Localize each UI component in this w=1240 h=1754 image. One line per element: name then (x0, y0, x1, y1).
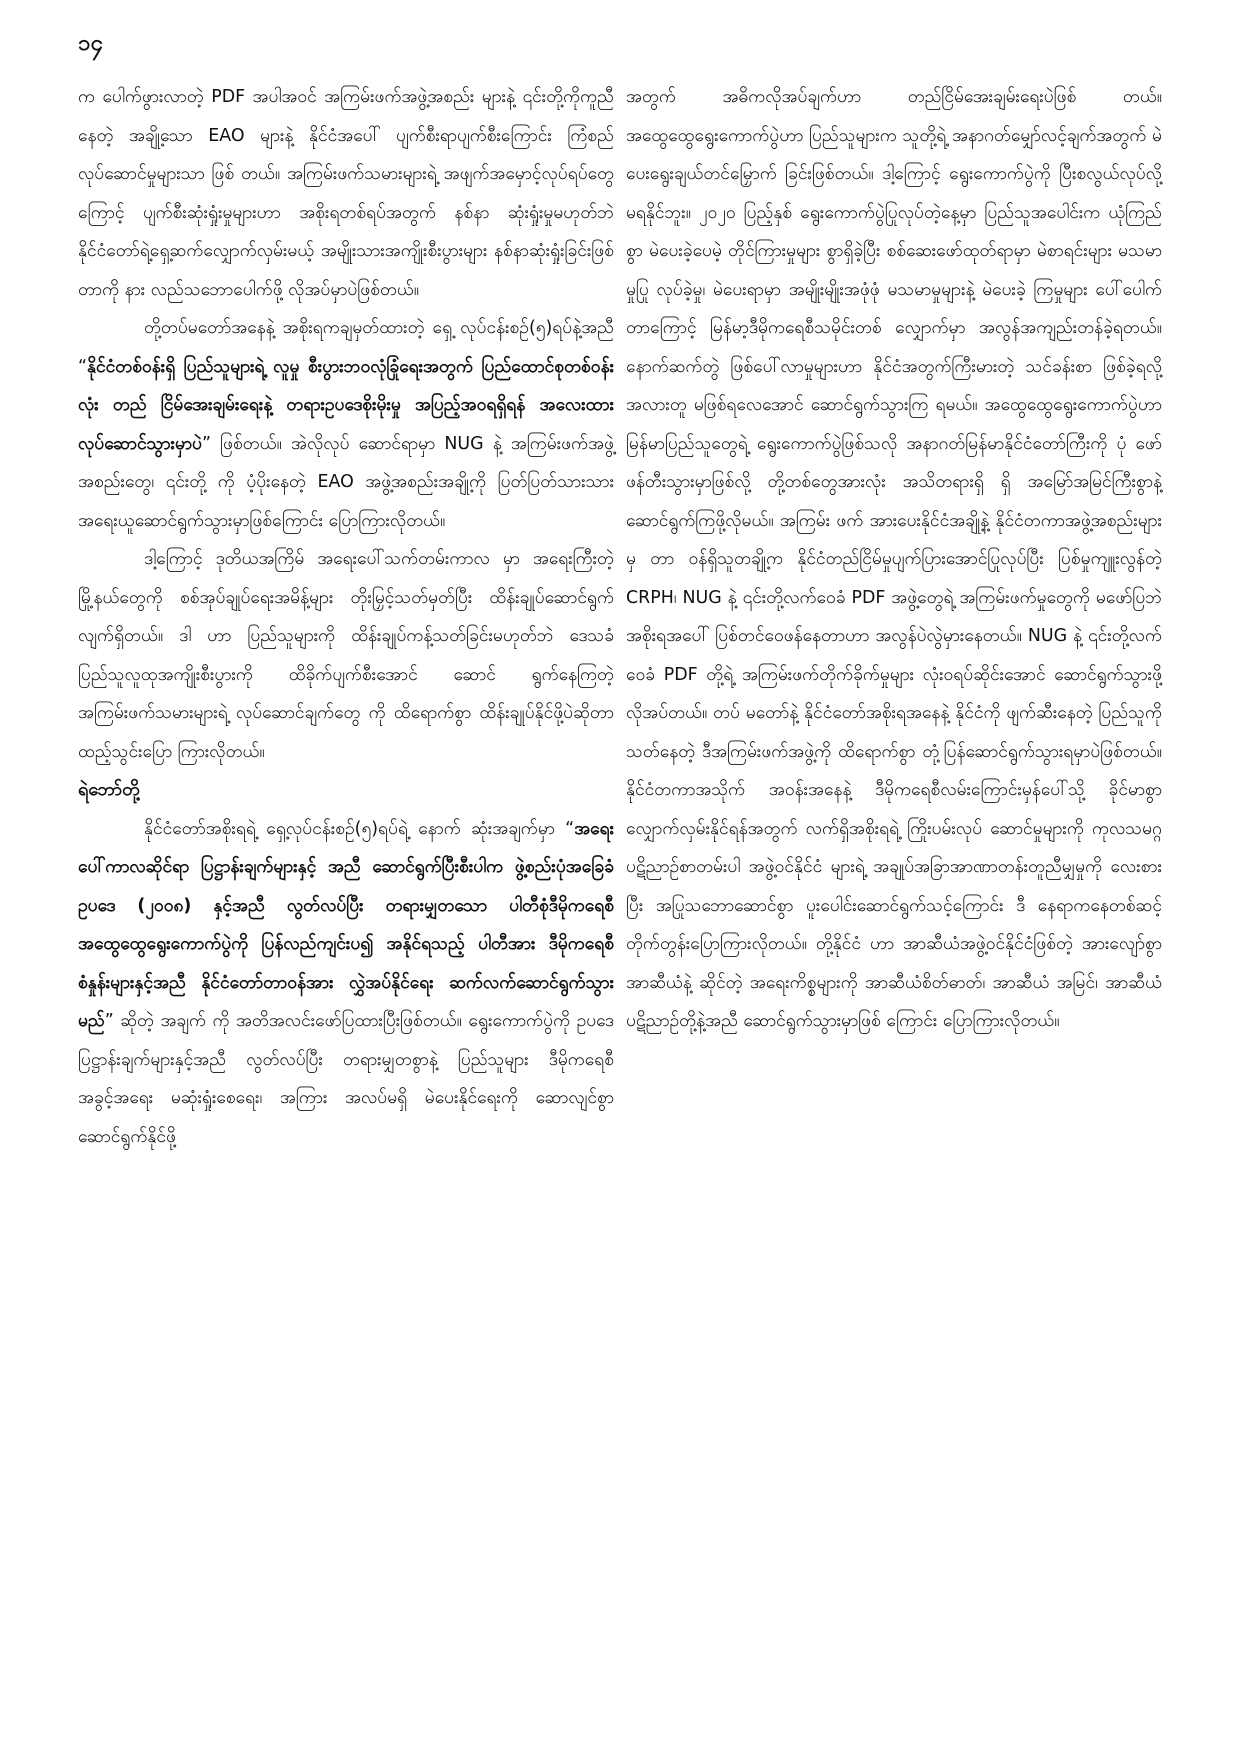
bold-quote: အရေးပေါ်ကာလဆိုင်ရာ ပြဋ္ဌာန်းချက်များနှင့် အညီ ဆောင်ရွက်ပြီးစီးပါက ဖွဲ့စည်းပုံအခြေခံဥပဒေ (၂၀၀၈) နှင့်အညီ လွတ်လပ်ပြီး တရားမျှတသော ပါတီစုံဒီမိုကရေစီ အထွေထွေရွေးကောက်ပွဲကို ပြန်လည်ကျင်းပ၍ အနိုင်ရသည့် ပါတီအား ဒီမိုကရေစီစံနှုန်းများနှင့်အညီ နိုင်ငံတော်တာဝန်အား လွှဲအပ်နိုင်ရေး ဆက်လက်ဆောင်ရွက်သွားမည် (78, 818, 614, 1031)
bold-quote: နိုင်ငံတစ်ဝန်းရှိ ပြည်သူများရဲ့ လူမှု စီးပွားဘဝလုံခြုံရေးအတွက် ပြည်ထောင်စုတစ်ဝန်းလုံး တည် ငြိမ်အေးချမ်းရေးနဲ့ တရားဥပဒေစိုးမိုးမှု အပြည့်အဝရရှိရန် အလေးထား လုပ်ဆောင်သွားမှာပဲ (78, 356, 614, 454)
paragraph (78, 309, 614, 540)
paragraph: အတွက် အဓိကလိုအပ်ချက်ဟာ တည်ငြိမ်အေးချမ်းရေးပဲဖြစ် တယ်။ အထွေထွေရွေးကောက်ပွဲဟာ ပြည်သူများက သူတို့ရဲ့ အနာဂတ်မျှော်လင့်ချက်အတွက် မဲပေးရွေးချယ်တင်မြှောက် ခြင်းဖြစ်တယ်။ ဒါ့ကြောင့် ရွေးကောက်ပွဲကို ပြီးစလွယ်လုပ်လို့ မရနိုင်ဘူး။ ၂၀၂၀ ပြည့်နှစ် ရွေးကောက်ပွဲပြုလုပ်တဲ့နေ့မှာ ပြည်သူအပေါင်းက ယုံကြည်စွာ မဲပေးခဲ့ပေမဲ့ တိုင်ကြားမှုများ စွာရှိခဲ့ပြီး စစ်ဆေးဖော်ထုတ်ရာမှာ မဲစာရင်းများ မသမာမှုပြု လုပ်ခဲ့မှု၊ မဲပေးရာမှာ အမျိုးမျိုးအဖုံဖုံ မသမာမှုများနဲ့ မဲပေးခဲ့ ကြမှုများ ပေါ်ပေါက်တာကြောင့် မြန်မာ့ဒီမိုကရေစီသမိုင်းတစ် လျှောက်မှာ အလွန်အကျည်းတန်ခဲ့ရတယ်။ နောက်ဆက်တွဲ ဖြစ်ပေါ်လာမှုများဟာ နိုင်ငံအတွက်ကြီးမားတဲ့ သင်ခန်းစာ ဖြစ်ခဲ့ရလို့ အလားတူ မဖြစ်ရလေအောင် ဆောင်ရွက်သွားကြ ရမယ်။ အထွေထွေရွေးကောက်ပွဲဟာ မြန်မာပြည်သူတွေရဲ့ ရွေးကောက်ပွဲဖြစ်သလို အနာဂတ်မြန်မာနိုင်ငံတော်ကြီးကို ပုံ ဖော်ဖန်တီးသွားမှာဖြစ်လို့ တို့တစ်တွေအားလုံး အသိတရားရှိ ရှိ အမြော်အမြင်ကြီးစွာနဲ့ ဆောင်ရွက်ကြဖို့လိုမယ်။ အကြမ်း ဖက် အားပေးနိုင်ငံအချို့နဲ့ နိုင်ငံတကာအဖွဲ့အစည်းများမှ တာ ဝန်ရှိသူတချို့က နိုင်ငံတည်ငြိမ်မှုပျက်ပြားအောင်ပြုလုပ်ပြီး ပြစ်မှုကျူးလွန်တဲ့ CRPH၊ NUG နဲ့ ၎င်းတို့လက်ဝေခံ PDF အဖွဲ့တွေရဲ့ အကြမ်းဖက်မှုတွေကို မဖော်ပြဘဲ အစိုးရအပေါ် ပြစ်တင်ဝေဖန်နေတာဟာ အလွန်ပဲလွဲမှားနေတယ်။ NUG နဲ့ ၎င်းတို့လက်ဝေခံ PDF တို့ရဲ့ အကြမ်းဖက်တိုက်ခိုက်မှုများ လုံးဝရပ်ဆိုင်းအောင် ဆောင်ရွက်သွားဖို့ လိုအပ်တယ်။ တပ် မတော်နဲ့ နိုင်ငံတော်အစိုးရအနေနဲ့ နိုင်ငံကို ဖျက်ဆီးနေတဲ့ ပြည်သူကို သတ်နေတဲ့ ဒီအကြမ်းဖက်အဖွဲ့ကို ထိရောက်စွာ တုံ့ပြန်ဆောင်ရွက်သွားရမှာပဲဖြစ်တယ်။ နိုင်ငံတကာအသိုက် အဝန်းအနေနဲ့ ဒီမိုကရေစီလမ်းကြောင်းမှန်ပေါ်သို့ ခိုင်မာစွာ လျှောက်လှမ်းနိုင်ရန်အတွက် လက်ရှိအစိုးရရဲ့ ကြိုးပမ်းလုပ် ဆောင်မှုများကို ကုလသမဂ္ဂပဋိညာဉ်စာတမ်းပါ အဖွဲ့ဝင်နိုင်ငံ များရဲ့ အချုပ်အခြာအာဏာတန်းတူညီမျှမှုကို လေးစားပြီး အပြုသဘောဆောင်စွာ ပူးပေါင်းဆောင်ရွက်သင့်ကြောင်း ဒီ နေရာကနေတစ်ဆင့် တိုက်တွန်းပြောကြားလိုတယ်။ တို့နိုင်ငံ ဟာ အာဆီယံအဖွဲ့ဝင်နိုင်ငံဖြစ်တဲ့ အားလျော်စွာ အာဆီယံနဲ့ ဆိုင်တဲ့ အရေးကိစ္စများကို အာဆီယံစိတ်ဓာတ်၊ အာဆီယံ အမြင်၊ အာဆီယံပဋိညာဉ်တို့နဲ့အညီ ဆောင်ရွက်သွားမှာဖြစ် ကြောင်း ပြောကြားလိုတယ်။ (626, 87, 1162, 1031)
paragraph: ဒါ့ကြောင့် ဒုတိယအကြိမ် အရေးပေါ်သက်တမ်းကာလ မှာ အရေးကြီးတဲ့ မြို့နယ်တွေကို စစ်အုပ်ချုပ်ရေးအမိန့်များ တိုးမြှင့်သတ်မှတ်ပြီး ထိန်းချုပ်ဆောင်ရွက်လျက်ရှိတယ်။ ဒါ ဟာ ပြည်သူများကို ထိန်းချုပ်ကန့်သတ်ခြင်းမဟုတ်ဘဲ ဒေသခံ ပြည်သူလူထုအကျိုးစီးပွားကို ထိခိုက်ပျက်စီးအောင် ဆောင် ရွက်နေကြတဲ့ အကြမ်းဖက်သမားများရဲ့ လုပ်ဆောင်ချက်တွေ ကို ထိရောက်စွာ ထိန်းချုပ်နိုင်ဖို့ပဲဆိုတာ ထည့်သွင်းပြော ကြားလိုတယ်။ (78, 549, 614, 762)
paragraph: က ပေါက်ဖွားလာတဲ့ PDF အပါအဝင် အကြမ်းဖက်အဖွဲ့အစည်း များနဲ့ ၎င်းတို့ကိုကူညီနေတဲ့ အချို့သော EAO များနဲ့ နိုင်ငံအပေါ် ပျက်စီးရာပျက်စီးကြောင်း ကြံစည်လုပ်ဆောင်မှုများသာ ဖြစ် တယ်။ အကြမ်းဖက်သမားများရဲ့ အဖျက်အမှောင့်လုပ်ရပ်တွေ ကြောင့် ပျက်စီးဆုံးရှုံးမှုများဟာ အစိုးရတစ်ရပ်အတွက် နစ်နာ ဆုံးရှုံးမှုမဟုတ်ဘဲ နိုင်ငံတော်ရဲ့ရှေ့ဆက်လျှောက်လှမ်းမယ့် အမျိုးသားအကျိုးစီးပွားများ နစ်နာဆုံးရှုံးခြင်းဖြစ်တာကို နား လည်သဘောပေါက်ဖို့ လိုအပ်မှာပဲဖြစ်တယ်။ (78, 87, 614, 300)
left-column (78, 78, 614, 1156)
section-heading: ရဲဘော်တို့ (78, 779, 140, 800)
paragraph (78, 810, 614, 1157)
page-number: ၁၄ (78, 31, 103, 56)
paragraph-text: တို့တပ်မတော်အနေနဲ့ အစိုးရကချမှတ်ထားတဲ့ ရှေ့ လုပ်ငန်းစဉ်(၅)ရပ်နဲ့အညီ “ (78, 318, 614, 377)
paragraph-text: နိုင်ငံတော်အစိုးရရဲ့ ရှေ့လုပ်ငန်းစဉ်(၅)ရပ်ရဲ့ နောက် ဆုံးအချက်မှာ “ (144, 818, 575, 839)
paragraph-text: ” ဆိုတဲ့ အချက် ကို အတိအလင်းဖော်ပြထားပြီးဖြစ်တယ်။ ရွေးကောက်ပွဲကို ဥပဒေပြဋ္ဌာန်းချက်များနှင့်အညီ လွတ်လပ်ပြီး တရားမျှတစွာနဲ့ ပြည်သူများ ဒီမိုကရေစီအခွင့်အရေး မဆုံးရှုံးစေရေး၊ အကြား အလပ်မရှိ မဲပေးနိုင်ရေးကို ဆောလျင်စွာ ဆောင်ရွက်နိုင်ဖို့ (78, 1011, 614, 1147)
paragraph-text: ” ဖြစ်တယ်။ အဲလိုလုပ် ဆောင်ရာမှာ NUG နဲ့ အကြမ်းဖက်အဖွဲ့အစည်းတွေ၊ ၎င်းတို့ ကို ပံ့ပိုးနေတဲ့ EAO အဖွဲ့အစည်းအချို့ကို ပြတ်ပြတ်သားသား အရေးယူဆောင်ရွက်သွားမှာဖြစ်ကြောင်း ပြောကြားလိုတယ်။ (78, 433, 614, 531)
right-column (626, 78, 1162, 1041)
